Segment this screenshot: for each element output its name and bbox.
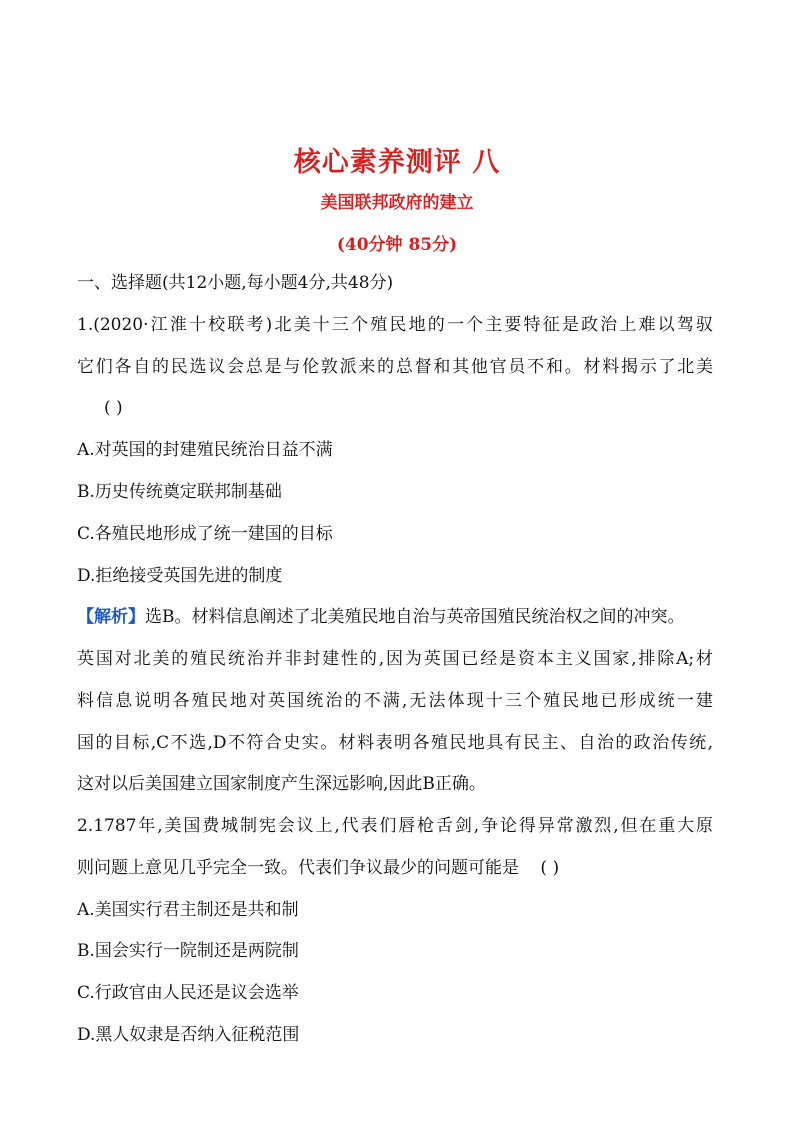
question-1-line-2: 它们各自的民选议会总是与伦敦派来的总督和其他官员不和。材料揭示了北美 bbox=[77, 357, 713, 377]
question-1-line-1: 1.(2020·江淮十校联考)北美十三个殖民地的一个主要特征是政治上难以驾驭 bbox=[77, 315, 713, 335]
question-1-answer-blank: ( ) bbox=[104, 398, 123, 418]
section-heading: 一、选择题(共12小题,每小题4分,共48分) bbox=[77, 273, 394, 293]
analysis-line-1 bbox=[77, 606, 685, 628]
question-1-option-d: D.拒绝接受英国先进的制度 bbox=[77, 566, 283, 586]
question-1-option-b: B.历史传统奠定联邦制基础 bbox=[77, 482, 282, 502]
analysis-line-5: 这对以后美国建立国家制度产生深远影响,因此B正确。 bbox=[77, 774, 486, 794]
analysis-line-2: 英国对北美的殖民统治并非封建性的,因为英国已经是资本主义国家,排除A;材 bbox=[77, 649, 713, 669]
question-2-option-c: C.行政官由人民还是议会选举 bbox=[77, 983, 299, 1003]
question-2-stem-end: 则问题上意见几乎完全一致。代表们争议最少的问题可能是 bbox=[77, 858, 519, 878]
question-2-answer-blank: ( ) bbox=[540, 858, 560, 878]
question-1-option-a: A.对英国的封建殖民统治日益不满 bbox=[77, 440, 333, 460]
analysis-line-4: 国的目标,C不选,D不符合史实。材料表明各殖民地具有民主、自治的政治传统, bbox=[77, 733, 713, 753]
analysis-answer-text: 选B。材料信息阐述了北美殖民地自治与英帝国殖民统治权之间的冲突。 bbox=[145, 607, 685, 627]
question-2-option-d: D.黑人奴隶是否纳入征税范围 bbox=[77, 1025, 300, 1045]
question-2-option-a: A.美国实行君主制还是共和制 bbox=[77, 900, 299, 920]
question-2-option-b: B.国会实行一院制还是两院制 bbox=[77, 941, 299, 961]
page-subtitle: 美国联邦政府的建立 bbox=[320, 193, 474, 213]
analysis-line-3: 料信息说明各殖民地对英国统治的不满,无法体现十三个殖民地已形成统一建 bbox=[77, 691, 713, 711]
question-2-line-2 bbox=[77, 857, 559, 879]
question-2-line-1: 2.1787年,美国费城制宪会议上,代表们唇枪舌剑,争论得异常激烈,但在重大原 bbox=[77, 816, 713, 836]
page-title: 核心素养测评 八 bbox=[293, 147, 501, 178]
time-score: (40分钟 85分) bbox=[336, 235, 458, 255]
analysis-tag: 【解析】 bbox=[77, 607, 145, 627]
question-1-option-c: C.各殖民地形成了统一建国的目标 bbox=[77, 524, 333, 544]
